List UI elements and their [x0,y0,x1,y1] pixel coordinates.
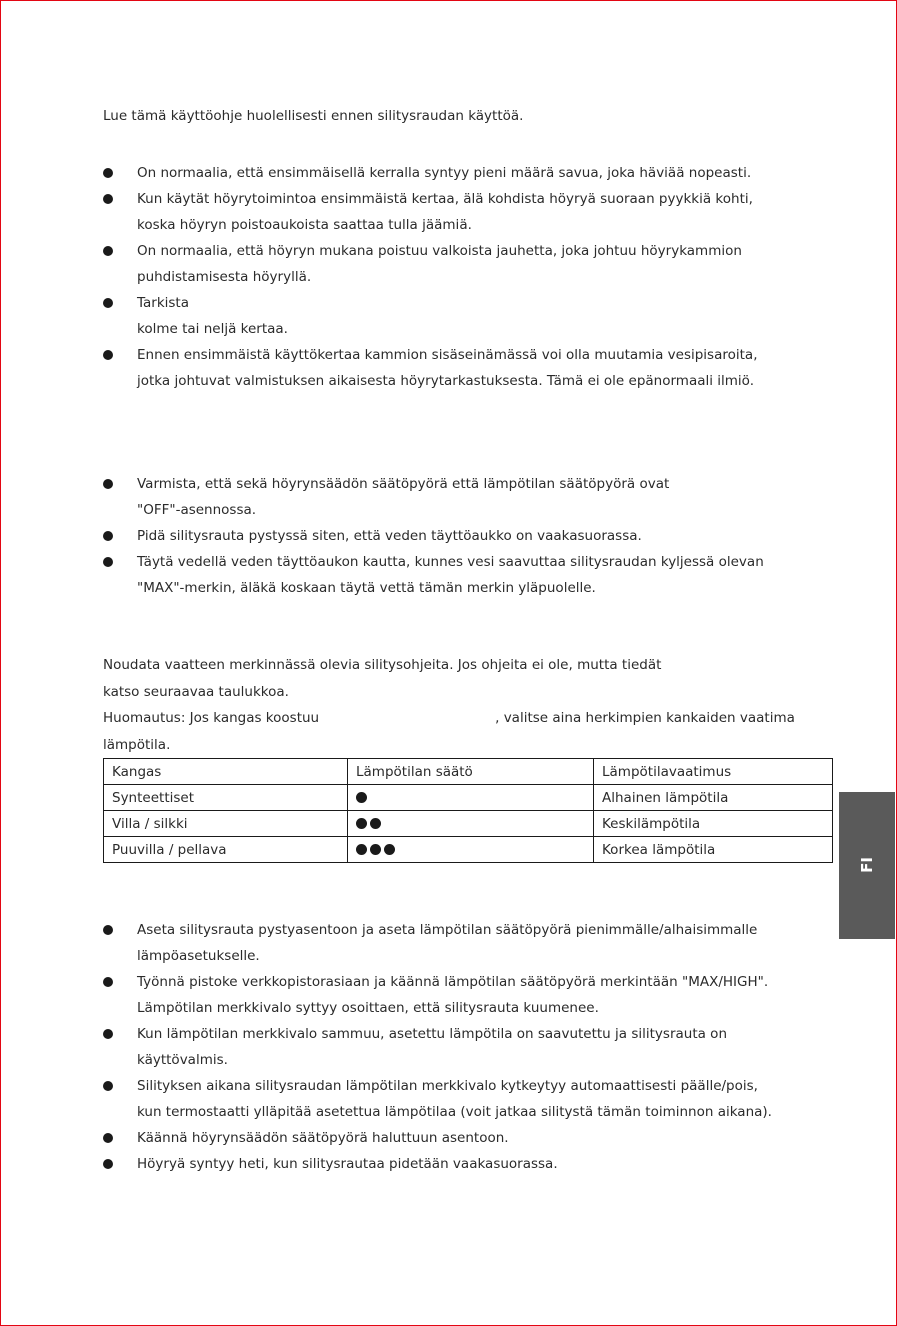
list-item [103,969,823,1021]
language-tab-label: FI [858,857,876,873]
list-item-line: käyttövalmis. [137,1052,228,1068]
bullet-icon [103,531,113,541]
temperature-dot-icon [370,844,381,855]
list-item [103,1021,823,1073]
fabric-cell: Synteettiset [104,785,348,811]
list-item-line: On normaalia, että höyryn mukana poistuu valkoista jauhetta, joka johtuu höyrykammion [137,243,742,259]
note-line [103,705,833,732]
bullet-icon [103,1081,113,1091]
list-item-line: Kun lämpötilan merkkivalo sammuu, asetettu lämpötila on saavutettu ja silitysrauta on [137,1026,727,1042]
column-header-fabric: Kangas [104,759,348,785]
list-item [103,160,823,186]
list-item-line: Varmista, että sekä höyrynsäädön säätöpyörä että lämpötilan säätöpyörä ovat [137,476,670,492]
list-item-line: kolme tai neljä kertaa. [137,321,288,337]
note-start: Huomautus: Jos kangas koostuu [103,710,320,726]
bullet-icon [103,557,113,567]
list-item [103,290,823,342]
list-item-line: On normaalia, että ensimmäisellä kerralla syntyy pieni määrä savua, joka häviää nopeasti. [137,165,752,181]
requirement-cell: Korkea lämpötila [594,837,833,863]
bullet-icon [103,194,113,204]
temperature-dot-icon [370,818,381,829]
filling-list [103,471,823,601]
list-item-line: jotka johtuvat valmistuksen aikaisesta höyrytarkastuksesta. Tämä ei ole epänormaali ilmiö. [137,373,754,389]
first-use-list [103,160,823,394]
bullet-icon [103,977,113,987]
table-row [104,811,833,837]
ironing-list [103,917,823,1177]
list-item-line: Silityksen aikana silitysraudan lämpötilan merkkivalo kytkeytyy automaattisesti päälle/pois, [137,1078,758,1094]
list-item-line: Ennen ensimmäistä käyttökertaa kammion sisäseinämässä voi olla muutamia vesipisaroita, [137,347,758,363]
setting-cell [348,785,594,811]
list-item [103,471,823,523]
setting-cell [348,837,594,863]
list-item-line: Työnnä pistoke verkkopistorasiaan ja käännä lämpötilan säätöpyörä merkintään "MAX/HIGH". [137,974,769,990]
list-item-line: Täytä vedellä veden täyttöaukon kautta, kunnes vesi saavuttaa silitysraudan kyljessä olevan [137,554,764,570]
table-row [104,837,833,863]
bullet-icon [103,350,113,360]
fabric-cell: Villa / silkki [104,811,348,837]
list-item-line: Kun käytät höyrytoimintoa ensimmäistä kertaa, älä kohdista höyryä suoraan pyykkiä kohti, [137,191,753,207]
bullet-icon [103,246,113,256]
temperature-dot-icon [384,844,395,855]
list-item-line: Lämpötilan merkkivalo syttyy osoittaen, että silitysrauta kuumenee. [137,1000,599,1016]
list-item [103,1073,823,1125]
list-item [103,1125,823,1151]
language-tab [839,792,895,939]
list-item-line: puhdistamisesta höyryllä. [137,269,312,285]
intro-text: Lue tämä käyttöohje huolellisesti ennen silitysraudan käyttöä. [103,108,524,124]
column-header-requirement: Lämpötilavaatimus [594,759,833,785]
list-item-line: Höyryä syntyy heti, kun silitysrautaa pidetään vaakasuorassa. [137,1156,558,1172]
requirement-cell: Keskilämpötila [594,811,833,837]
list-item [103,1151,823,1177]
paragraph-line: lämpötila. [103,736,171,753]
list-item-line: koska höyryn poistoaukoista saattaa tulla jäämiä. [137,217,472,233]
temperature-instructions [103,652,833,758]
list-item-line: Aseta silitysrauta pystyasentoon ja aseta lämpötilan säätöpyörä pienimmälle/alhaisimmalle [137,922,758,938]
paragraph-line: Noudata vaatteen merkinnässä olevia silitysohjeita. Jos ohjeita ei ole, mutta tiedät [103,657,662,673]
bullet-icon [103,1159,113,1169]
list-item-line: lämpöasetukselle. [137,948,260,964]
column-header-setting: Lämpötilan säätö [348,759,594,785]
setting-cell [348,811,594,837]
paragraph-line: katso seuraavaa taulukkoa. [103,683,289,700]
bullet-icon [103,168,113,178]
list-item [103,238,823,290]
table-header-row [104,759,833,785]
bullet-icon [103,298,113,308]
list-item-line: kun termostaatti ylläpitää asetettua lämpötilaa (voit jatkaa silitystä tämän toiminnon aikana). [137,1104,772,1120]
bullet-icon [103,925,113,935]
fabric-temperature-table [103,758,833,863]
temperature-dot-icon [356,792,367,803]
bullet-icon [103,1133,113,1143]
bullet-icon [103,479,113,489]
temperature-dot-icon [356,818,367,829]
list-item [103,186,823,238]
fabric-cell: Puuvilla / pellava [104,837,348,863]
list-item-line: "MAX"-merkin, äläkä koskaan täytä vettä tämän merkin yläpuolelle. [137,580,596,596]
list-item [103,549,823,601]
list-item [103,523,823,549]
requirement-cell: Alhainen lämpötila [594,785,833,811]
list-item-line: Tarkista [137,295,190,311]
list-item-line: Käännä höyrynsäädön säätöpyörä haluttuun asentoon. [137,1130,509,1146]
list-item [103,342,823,394]
table-row [104,785,833,811]
list-item-line: "OFF"-asennossa. [137,502,257,518]
note-end: , valitse aina herkimpien kankaiden vaatima [495,710,795,726]
list-item [103,917,823,969]
list-item-line: Pidä silitysrauta pystyssä siten, että veden täyttöaukko on vaakasuorassa. [137,528,642,544]
bullet-icon [103,1029,113,1039]
temperature-dot-icon [356,844,367,855]
